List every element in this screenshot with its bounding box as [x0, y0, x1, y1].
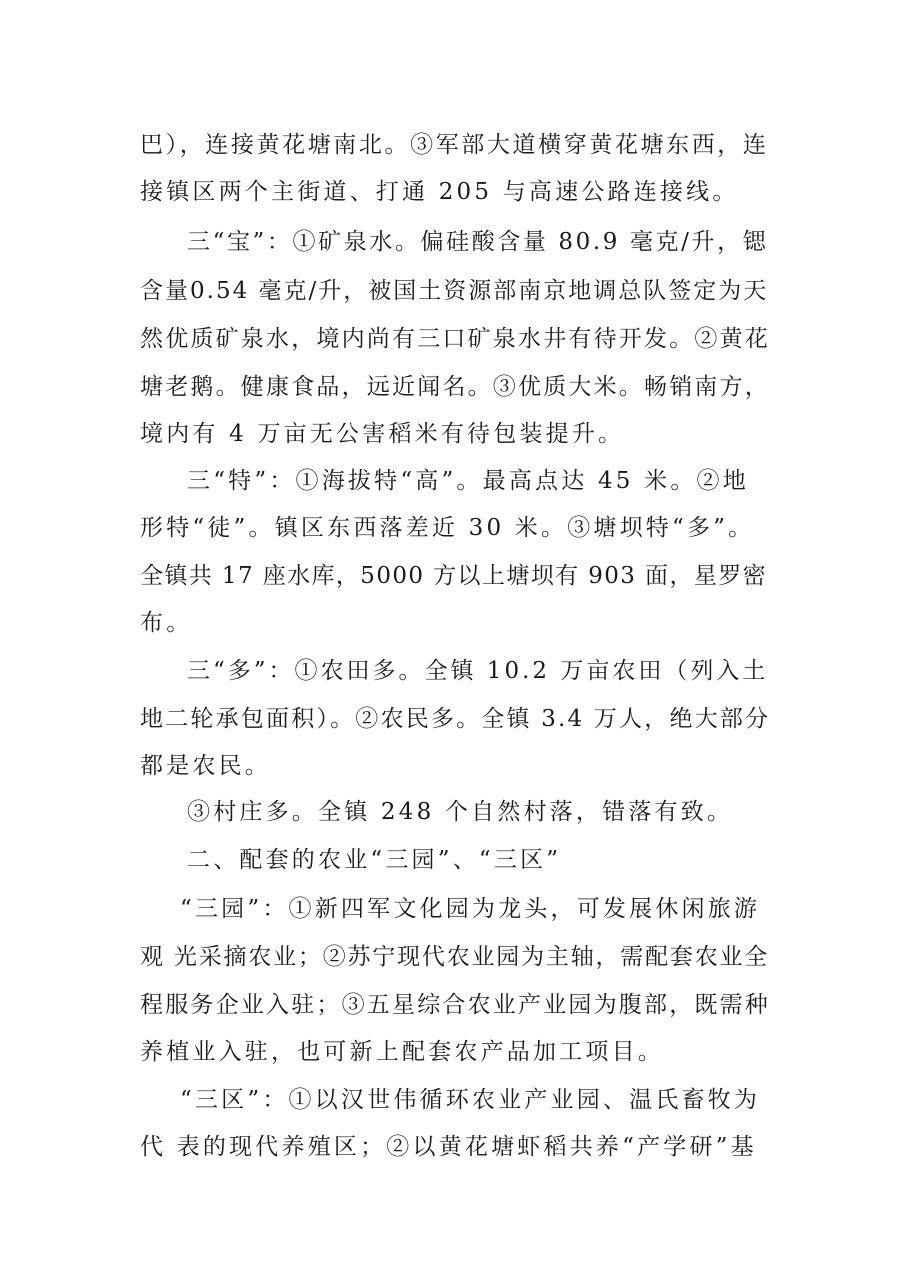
section-heading: 二、配套的农业“三园”、“三区” — [187, 847, 562, 873]
text-line: 巴），连接黄花塘南北。③军部大道横穿黄花塘东西，连 — [140, 132, 769, 158]
text-line: 地二轮承包面积）。②农民多。全镇 3.4 万人，绝大部分 — [140, 706, 771, 732]
text-line: 三“多”：①农田多。全镇 10.2 万亩农田（列入土 — [187, 658, 769, 684]
text-line: 都是农民。 — [140, 753, 271, 779]
text-line: 含量0.54 毫克/升，被国土资源部南京地调总队签定为天 — [140, 278, 769, 304]
text-line: 程服务企业入驻；③五星综合农业产业园为腹部，既需种 — [140, 992, 770, 1018]
text-line: 养植业入驻，也可新上配套农产品加工项目。 — [140, 1039, 664, 1065]
text-line: “三区”：①以汉世伟循环农业产业园、温氏畜牧为 — [180, 1087, 761, 1113]
text-line: 接镇区两个主街道、打通 205 与高速公路连接线。 — [140, 179, 739, 205]
text-line: 观 光采摘农业；②苏宁现代农业园为主轴，需配套农业全 — [140, 944, 770, 970]
text-line: 三“特”：①海拔特“高”。最高点达 45 米。②地 — [187, 468, 749, 494]
text-line: 全镇共 17 座水库，5000 方以上塘坝有 903 面，星罗密 — [140, 563, 768, 589]
text-line: 然优质矿泉水，境内尚有三口矿泉水井有待开发。②黄花 — [140, 326, 770, 352]
text-line: ③村庄多。全镇 248 个自然村落，错落有致。 — [187, 799, 734, 825]
text-line: 代 表的现代养殖区；②以黄花塘虾稻共养“产学研”基 — [140, 1134, 757, 1160]
text-line: 境内有 4 万亩无公害稻米有待包装提升。 — [140, 421, 625, 447]
text-line: “三园”：①新四军文化园为龙头，可发展休闲旅游 — [180, 896, 761, 922]
text-line: 三“宝”：①矿泉水。偏硅酸含量 80.9 毫克/升，锶 — [187, 229, 769, 255]
text-line: 布。 — [140, 610, 193, 636]
text-line: 塘老鹅。健康食品，远近闻名。③优质大米。畅销南方， — [140, 374, 770, 400]
text-line: 形特“徒”。镇区东西落差近 30 米。③塘坝特“多”。 — [140, 515, 755, 541]
